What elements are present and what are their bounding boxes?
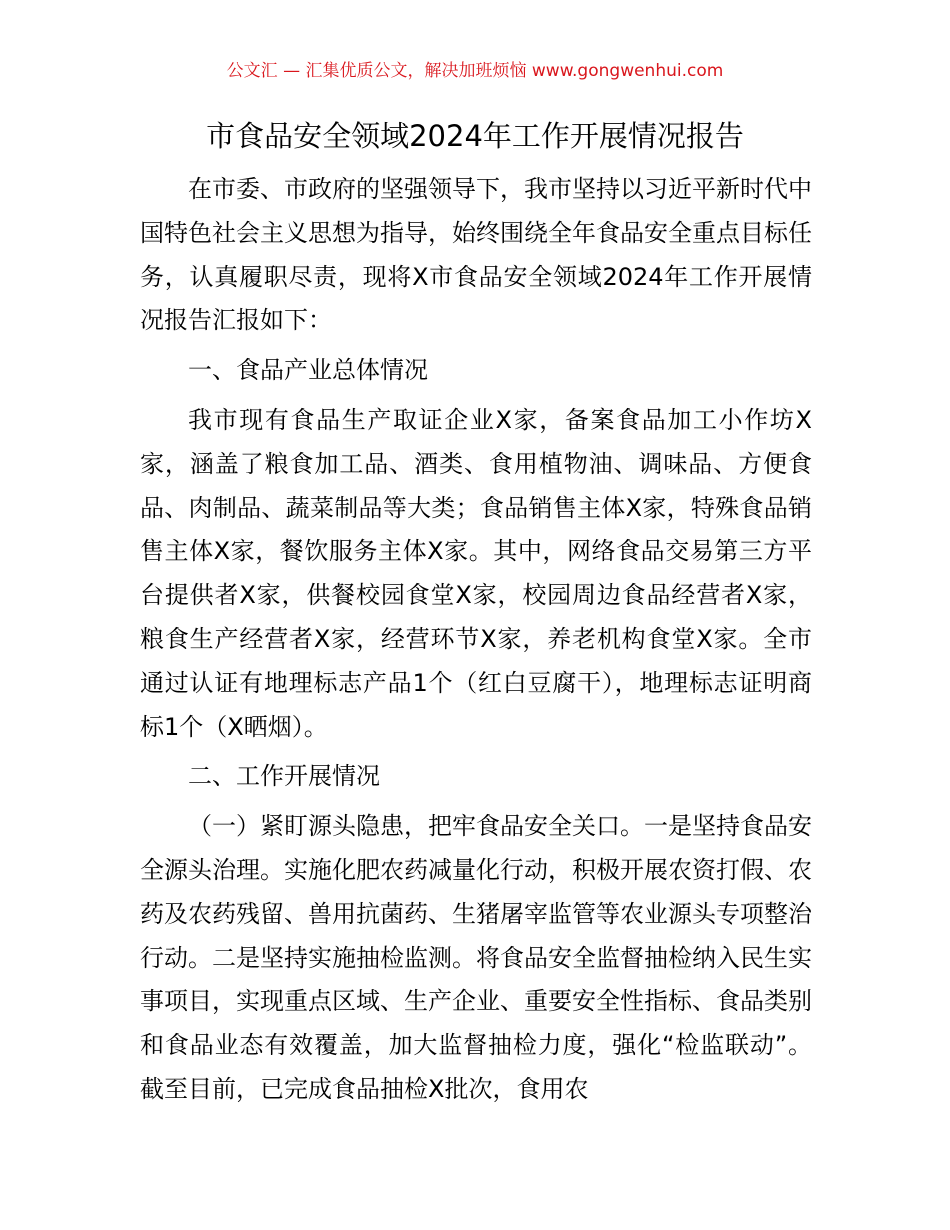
section-1-paragraph: 我市现有食品生产取证企业X家，备案食品加工小作坊X家，涵盖了粮食加工品、酒类、食用植物油、调味品、方便食品、肉制品、蔬菜制品等大类；食品销售主体X家，特殊食品销售主体X家，餐饮服务主体X家。其中，网络食品交易第三方平台提供者X家，供餐校园食堂X家，校园周边食品经营者X家，粮食生产经营者X家，经营环节X家，养老机构食堂X家。全市通过认证有地理标志产品1个（红白豆腐干），地理标志证明商标1个（X晒烟）。 (140, 405, 812, 741)
site-banner: 公文汇 — 汇集优质公文，解决加班烦恼 www.gongwenhui.com (226, 61, 724, 81)
section-1-heading: 一、食品产业总体情况 (188, 356, 428, 385)
document-title: 市食品安全领域2024年工作开展情况报告 (206, 119, 744, 153)
section-2-paragraph: （一）紧盯源头隐患，把牢食品安全关口。一是坚持食品安全源头治理。实施化肥农药减量化行动，积极开展农资打假、农药及农药残留、兽用抗菌药、生猪屠宰监管等农业源头专项整治行动。二是坚持实施抽检监测。将食品安全监督抽检纳入民生实事项目，实现重点区域、生产企业、重要安全性指标、食品类别和食品业态有效覆盖，加大监督抽检力度，强化“检监联动”。截至目前，已完成食品抽检X批次，食用农 (140, 812, 812, 1103)
intro-paragraph: 在市委、市政府的坚强领导下，我市坚持以习近平新时代中国特色社会主义思想为指导，始终围绕全年食品安全重点目标任务，认真履职尽责，现将X市食品安全领域2024年工作开展情况报告汇报如下： (140, 175, 812, 335)
document-body (140, 168, 812, 1112)
section-2-heading: 二、工作开展情况 (188, 762, 380, 791)
